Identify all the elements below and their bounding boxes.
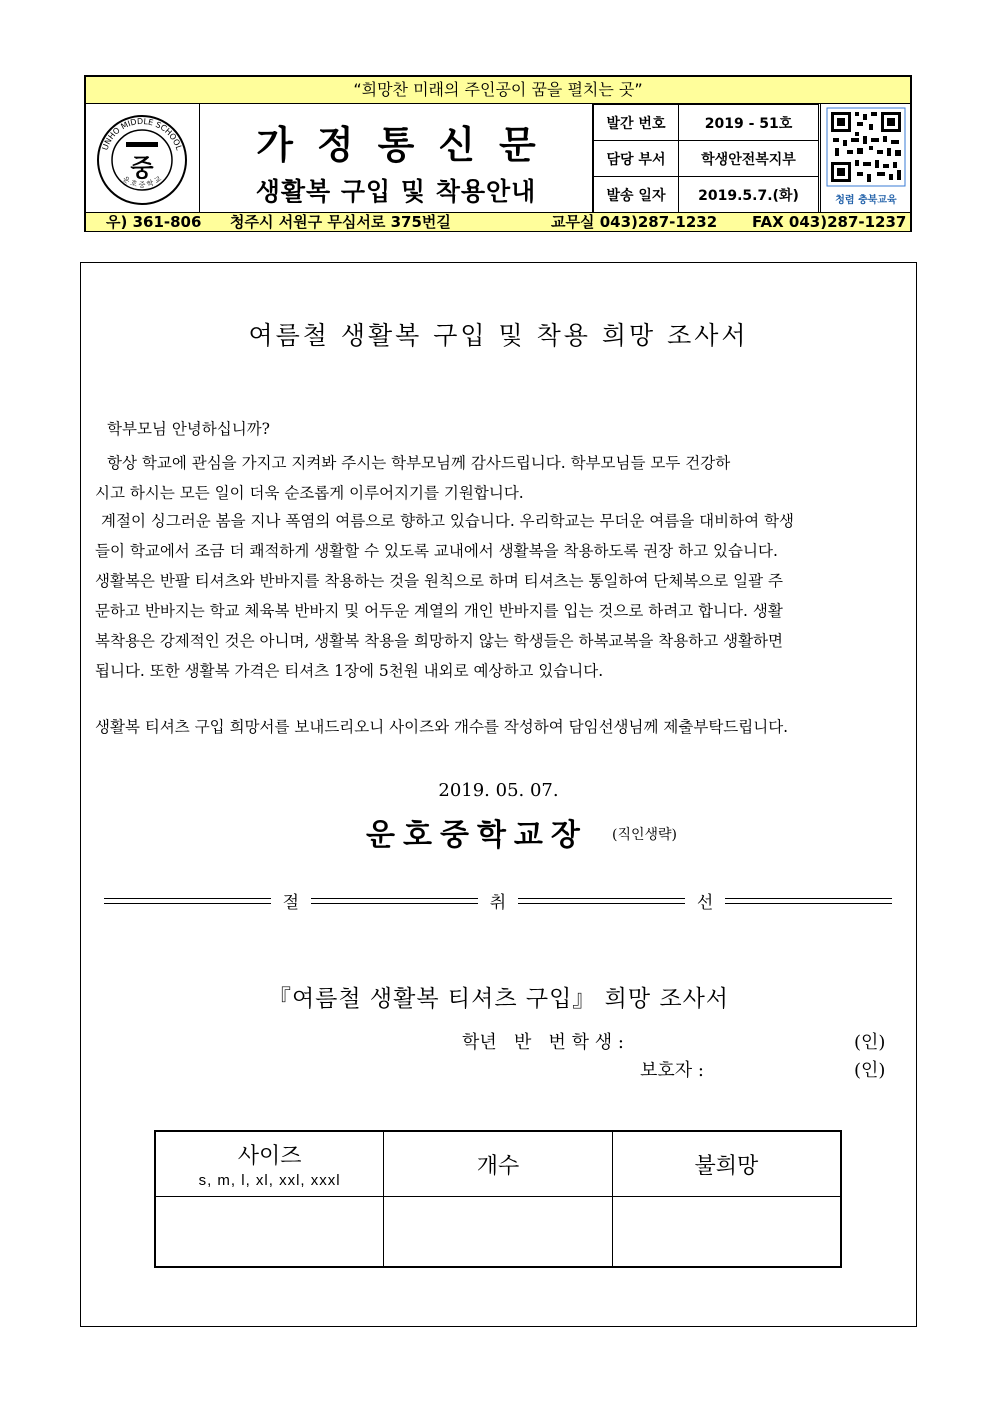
parent-field[interactable]: 보호자 : [640,1060,704,1081]
paragraph-line: 문하고 반바지는 학교 체육복 반바지 및 어두운 계열의 개인 반바지를 입는 것으로 하려고 합니다. 생활 [95,602,783,620]
size-order-table [154,1130,842,1268]
info-label: 발간 번호 [594,105,679,141]
seal-note: (직인생략) [612,827,678,843]
paragraph-line: 복착용은 강제적인 것은 아니며, 생활복 착용을 희망하지 않는 학생들은 하복교복을 착용하고 생활하면 [95,632,783,650]
decline-header: 불희망 [612,1131,841,1197]
paragraph-2 [95,506,905,686]
cut-line-segment [725,898,892,904]
count-cell[interactable] [384,1197,613,1268]
table-row [155,1197,841,1268]
paragraph-line: 시고 하시는 모든 일이 더욱 순조롭게 이루어지기를 기원합니다. [95,484,524,502]
info-label: 담당 부서 [594,141,679,177]
newsletter-subtitle: 생활복 구입 및 착용안내 [255,177,537,206]
size-header-title: 사이즈 [237,1143,302,1168]
newsletter-header [84,75,912,232]
school-logo-cell [86,104,200,212]
postal-code: 우) 361-806 [106,213,202,231]
paragraph-3 [95,712,905,742]
paragraph-line: 됩니다. 또한 생활복 가격은 티셔츠 1장에 5천원 내외로 예상하고 있습니다. [95,662,604,680]
info-label: 발송 일자 [594,177,679,213]
contact-bar [86,212,910,231]
fax-number: FAX 043)287-1237 [752,213,907,231]
newsletter-title: 가정통신문 [256,122,560,167]
school-motto: “희망찬 미래의 주인공이 꿈을 펼치는 곳” [86,77,910,104]
qr-code-icon [821,104,911,212]
logo-char: 중 [130,154,154,182]
qr-cell [820,104,911,212]
size-cell[interactable] [155,1197,384,1268]
logo-bottom-text: 운 호 중 학 교 [121,174,163,190]
cut-char: 절 [282,893,300,913]
paragraph-line: 항상 학교에 관심을 가지고 지켜봐 주시는 학부모님께 감사드립니다. 학부모님들 모두 건강하 [107,454,731,472]
paragraph-line: 들이 학교에서 조금 더 쾌적하게 생활할 수 있도록 교내에서 생활복을 착용하도록 권장 하고 있습니다. [95,542,778,560]
info-row [594,105,819,141]
school-logo-icon [86,104,199,212]
student-seal: (인) [854,1032,886,1053]
info-value: 2019 - 51호 [679,105,819,141]
survey-title: 『여름철 생활복 티셔츠 구입』 희망 조사서 [267,986,730,1012]
info-row [594,141,819,177]
principal-signature: 운호중학교장 [366,818,588,853]
qr-caption: 청렴 충북교육 [835,195,897,206]
cut-char: 취 [489,893,507,913]
size-header [155,1131,384,1197]
decline-cell[interactable] [612,1197,841,1268]
size-options: s, m, l, xl, xxl, xxxl [198,1172,341,1189]
office-phone: 교무실 043)287-1232 [551,213,718,231]
cut-line-segment [104,898,271,904]
issue-info-table [593,104,819,213]
parent-seal: (인) [854,1060,886,1081]
count-header: 개수 [384,1131,613,1197]
cut-line-segment [311,898,478,904]
cut-line [104,888,892,913]
letter-heading: 여름철 생활복 구입 및 착용 희망 조사서 [248,321,749,350]
paragraph-line: 생활복 티셔츠 구입 희망서를 보내드리오니 사이즈와 개수를 작성하여 담임선생님께 제출부탁드립니다. [95,718,789,736]
info-row [594,177,819,213]
school-address: 청주시 서원구 무심서로 375번길 [230,213,451,231]
paragraph-line: 계절이 싱그러운 봄을 지나 폭염의 여름으로 향하고 있습니다. 우리학교는 무더운 여름을 대비하여 학생 [101,512,794,530]
logo-top-text: UNHO MIDDLE SCHOOL [100,116,184,152]
info-value: 학생안전복지부 [679,141,819,177]
cut-char: 선 [696,893,714,913]
cut-line-segment [518,898,685,904]
info-value: 2019.5.7.(화) [679,177,819,213]
title-cell [200,104,593,212]
letter-date: 2019. 05. 07. [438,780,559,801]
greeting: 학부모님 안녕하십니까? [107,420,270,438]
paragraph-1 [95,448,905,508]
paragraph-line: 생활복은 반팔 티셔츠와 반바지를 착용하는 것을 원칙으로 하며 티셔츠는 통일하여 단체복으로 일괄 주 [95,572,783,590]
student-field[interactable]: 학년 반 번 학 생 : [462,1032,624,1053]
table-header-row [155,1131,841,1197]
